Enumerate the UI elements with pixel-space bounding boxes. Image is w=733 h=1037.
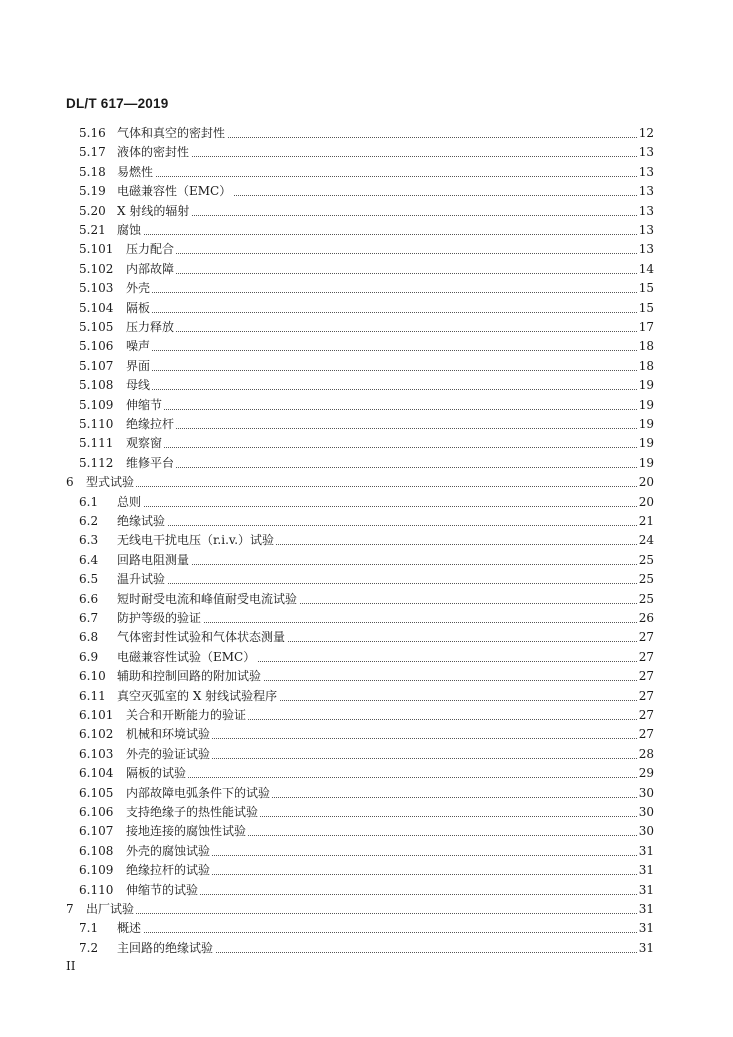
toc-entry[interactable] <box>0 376 733 395</box>
dot-leader <box>126 427 639 429</box>
toc-entry-page: 13 <box>638 143 654 162</box>
dot-leader <box>126 446 639 448</box>
toc-entry-title: 气体和真空的密封性 <box>117 124 227 143</box>
toc-entry-number: 6.103 <box>79 746 114 761</box>
dot-leader <box>126 252 639 254</box>
toc-entry-number: 5.20 <box>79 203 106 218</box>
toc-entry-title: 隔板 <box>126 299 152 318</box>
toc-entry-title: 总则 <box>117 493 143 512</box>
toc-entry-number: 5.18 <box>79 164 106 179</box>
dot-leader <box>126 291 639 293</box>
toc-entry[interactable] <box>0 881 733 900</box>
toc-entry-number: 5.16 <box>79 126 106 140</box>
toc-entry-page: 25 <box>638 551 654 570</box>
toc-entry-title: 绝缘拉杆的试验 <box>126 861 212 880</box>
toc-entry-number: 6.9 <box>79 649 99 664</box>
dot-leader <box>86 485 639 487</box>
toc-entry-number: 5.109 <box>79 397 114 412</box>
toc-entry[interactable] <box>0 764 733 783</box>
toc-entry-page: 28 <box>638 745 654 764</box>
toc-entry-page: 19 <box>638 396 654 415</box>
toc-entry[interactable] <box>0 182 733 201</box>
toc-entry-page: 17 <box>638 318 654 337</box>
toc-entry-title: 隔板的试验 <box>126 764 188 783</box>
toc-entry-number: 6.107 <box>79 824 114 839</box>
toc-entry-page: 14 <box>638 260 654 279</box>
toc-entry-number: 6.1 <box>79 494 99 509</box>
toc-entry-number: 5.110 <box>79 417 114 431</box>
dot-leader <box>126 272 639 274</box>
toc-entry[interactable] <box>0 861 733 880</box>
toc-entry[interactable] <box>0 570 733 589</box>
toc-entry-title: 绝缘拉杆 <box>126 415 176 434</box>
dot-leader <box>117 175 639 177</box>
toc-entry-title: 关合和开断能力的验证 <box>126 706 248 725</box>
dot-leader <box>117 524 639 526</box>
toc-entry[interactable] <box>0 842 733 861</box>
dot-leader <box>126 349 639 351</box>
toc-entry-page: 27 <box>638 667 654 686</box>
toc-entry-page: 25 <box>638 570 654 589</box>
toc-entry-number: 5.19 <box>79 184 106 199</box>
toc-entry-title: 液体的密封性 <box>117 143 191 162</box>
toc-entry[interactable] <box>0 473 733 492</box>
toc-entry-title: 噪声 <box>126 337 152 356</box>
toc-entry-number: 6.102 <box>79 727 114 742</box>
toc-entry-page: 27 <box>638 706 654 725</box>
toc-entry-number: 5.107 <box>79 358 114 373</box>
toc-entry-number: 7.2 <box>79 940 99 955</box>
dot-leader <box>126 330 639 332</box>
toc-entry-page: 30 <box>638 803 654 822</box>
toc-entry-title: 机械和环境试验 <box>126 725 212 744</box>
toc-entry-title: 出厂试验 <box>86 900 136 919</box>
toc-entry-title: 主回路的绝缘试验 <box>117 939 215 958</box>
toc-entry-number: 6.109 <box>79 863 114 878</box>
toc-entry[interactable] <box>0 531 733 550</box>
toc-entry-number: 6.4 <box>79 552 99 567</box>
toc-entry-title: 接地连接的腐蚀性试验 <box>126 822 248 841</box>
toc-entry-page: 13 <box>638 240 654 259</box>
dot-leader <box>126 388 639 390</box>
toc-entry-number: 6.7 <box>79 611 99 625</box>
dot-leader <box>126 893 639 895</box>
toc-entry-page: 27 <box>638 725 654 744</box>
toc-entry-number: 6.8 <box>79 630 99 645</box>
toc-entry-page: 25 <box>638 590 654 609</box>
toc-entry-number: 6.10 <box>79 669 106 684</box>
toc-entry[interactable] <box>0 822 733 841</box>
toc-entry-title: 防护等级的验证 <box>117 609 203 628</box>
toc-entry-title: 气体密封性试验和气体状态测量 <box>117 628 287 647</box>
dot-leader <box>126 369 639 371</box>
toc-entry[interactable] <box>0 299 733 318</box>
document-id: DL/T 617—2019 <box>66 96 169 111</box>
toc-entry[interactable] <box>0 396 733 415</box>
toc-entry-number: 6.104 <box>79 766 114 781</box>
toc-entry-number: 5.108 <box>79 378 114 393</box>
toc-entry[interactable] <box>0 434 733 453</box>
toc-entry-page: 13 <box>638 202 654 221</box>
toc-entry-title: 外壳的腐蚀试验 <box>126 842 212 861</box>
dot-leader <box>117 563 639 565</box>
toc-entry[interactable] <box>0 202 733 221</box>
toc-entry[interactable] <box>0 357 733 376</box>
toc-entry-title: 型式试验 <box>86 473 136 492</box>
toc-entry-page: 26 <box>638 609 654 628</box>
toc-entry-page: 13 <box>638 182 654 201</box>
toc-entry-page: 27 <box>638 628 654 647</box>
page-number: II <box>66 959 76 973</box>
dot-leader <box>126 408 639 410</box>
toc-entry-title: 母线 <box>126 376 152 395</box>
dot-leader <box>117 582 639 584</box>
toc-entry[interactable] <box>0 260 733 279</box>
toc-entry[interactable] <box>0 609 733 628</box>
toc-entry-number: 6 <box>66 475 74 490</box>
toc-entry-page: 20 <box>638 493 654 512</box>
toc-entry-title: 外壳的验证试验 <box>126 745 212 764</box>
toc-entry-page: 19 <box>638 376 654 395</box>
toc-entry-title: 外壳 <box>126 279 152 298</box>
toc-entry-number: 6.105 <box>79 785 114 800</box>
toc-entry-number: 6.5 <box>79 572 99 587</box>
toc-entry-title: X 射线的辐射 <box>117 202 191 221</box>
toc-entry-title: 伸缩节的试验 <box>126 881 200 900</box>
toc-entry-title: 压力释放 <box>126 318 176 337</box>
toc-entry-title: 短时耐受电流和峰值耐受电流试验 <box>117 590 299 609</box>
dot-leader <box>117 931 639 933</box>
toc-entry-number: 5.104 <box>79 300 114 315</box>
toc-entry-page: 24 <box>638 531 654 550</box>
toc-entry-number: 6.106 <box>79 805 114 819</box>
toc-entry-page: 15 <box>638 279 654 298</box>
toc-entry[interactable] <box>0 454 733 473</box>
toc-entry-number: 6.110 <box>79 882 114 897</box>
toc-entry-number: 6.2 <box>79 514 99 528</box>
toc-entry-title: 界面 <box>126 357 152 376</box>
toc-entry-title: 压力配合 <box>126 240 176 259</box>
toc-entry-title: 腐蚀 <box>117 221 143 240</box>
toc-entry[interactable] <box>0 590 733 609</box>
toc-entry-title: 内部故障 <box>126 260 176 279</box>
toc-entry[interactable] <box>0 628 733 647</box>
toc-entry-page: 19 <box>638 454 654 473</box>
toc-entry[interactable] <box>0 124 733 143</box>
dot-leader <box>126 776 639 778</box>
toc-entry[interactable] <box>0 221 733 240</box>
toc-entry[interactable] <box>0 318 733 337</box>
toc-entry[interactable] <box>0 279 733 298</box>
toc-entry[interactable] <box>0 725 733 744</box>
toc-entry-title: 无线电干扰电压（r.i.v.）试验 <box>117 531 276 550</box>
toc-entry[interactable] <box>0 415 733 434</box>
toc-entry-number: 7.1 <box>79 921 99 936</box>
toc-entry-title: 绝缘试验 <box>117 512 167 531</box>
toc-entry-page: 31 <box>638 881 654 900</box>
dot-leader <box>117 233 639 235</box>
dot-leader <box>117 155 639 157</box>
toc-entry-title: 辅助和控制回路的附加试验 <box>117 667 263 686</box>
toc-entry-title: 维修平台 <box>126 454 176 473</box>
toc-entry-page: 27 <box>638 648 654 667</box>
toc-entry-number: 7 <box>66 902 74 916</box>
toc-entry-number: 5.21 <box>79 223 106 237</box>
toc-entry-number: 6.108 <box>79 843 114 858</box>
toc-entry-title: 内部故障电弧条件下的试验 <box>126 784 272 803</box>
toc-entry-page: 29 <box>638 764 654 783</box>
toc-entry[interactable] <box>0 803 733 822</box>
toc-entry[interactable] <box>0 784 733 803</box>
toc-entry[interactable] <box>0 163 733 182</box>
toc-entry-title: 伸缩节 <box>126 396 164 415</box>
toc-entry[interactable] <box>0 240 733 259</box>
toc-entry-page: 21 <box>638 512 654 531</box>
toc-entry-number: 5.112 <box>79 455 114 470</box>
toc-entry-title: 观察窗 <box>126 434 164 453</box>
toc-entry[interactable] <box>0 919 733 938</box>
toc-entry[interactable] <box>0 900 733 919</box>
toc-entry-number: 6.101 <box>79 708 114 722</box>
dot-leader <box>86 912 639 914</box>
toc-entry-page: 31 <box>638 900 654 919</box>
toc-entry-title: 电磁兼容性试验（EMC） <box>117 648 257 667</box>
toc-entry[interactable] <box>0 143 733 162</box>
dot-leader <box>126 466 639 468</box>
dot-leader <box>117 214 639 216</box>
toc-entry-number: 5.102 <box>79 261 114 276</box>
toc-entry-title: 回路电阻测量 <box>117 551 191 570</box>
dot-leader <box>126 311 639 313</box>
toc-entry[interactable] <box>0 667 733 686</box>
toc-entry-page: 18 <box>638 337 654 356</box>
toc-entry-title: 易燃性 <box>117 163 155 182</box>
toc-entry[interactable] <box>0 551 733 570</box>
toc-entry-page: 13 <box>638 163 654 182</box>
toc-entry-page: 19 <box>638 415 654 434</box>
toc-entry-title: 温升试验 <box>117 570 167 589</box>
toc-entry-page: 18 <box>638 357 654 376</box>
toc-entry-number: 5.106 <box>79 339 114 354</box>
toc-entry-number: 6.6 <box>79 591 99 606</box>
toc-entry-number: 6.11 <box>79 688 106 703</box>
toc-entry-page: 12 <box>638 124 654 143</box>
toc-entry-number: 5.105 <box>79 320 114 334</box>
dot-leader <box>117 505 639 507</box>
toc-entry-page: 15 <box>638 299 654 318</box>
toc-entry-page: 31 <box>638 919 654 938</box>
toc-entry-page: 30 <box>638 822 654 841</box>
toc-entry-title: 电磁兼容性（EMC） <box>117 182 233 201</box>
toc-entry[interactable] <box>0 648 733 667</box>
toc-entry-page: 13 <box>638 221 654 240</box>
toc-entry-page: 31 <box>638 842 654 861</box>
toc-entry[interactable] <box>0 493 733 512</box>
toc-entry[interactable] <box>0 745 733 764</box>
toc-entry-number: 5.17 <box>79 145 106 160</box>
toc-entry-title: 支持绝缘子的热性能试验 <box>126 803 260 822</box>
toc-entry-page: 31 <box>638 939 654 958</box>
toc-entry-page: 19 <box>638 434 654 453</box>
toc-entry[interactable] <box>0 512 733 531</box>
toc-entry[interactable] <box>0 706 733 725</box>
toc-entry[interactable] <box>0 337 733 356</box>
toc-entry-number: 6.3 <box>79 533 99 548</box>
toc-entry-page: 20 <box>638 473 654 492</box>
toc-entry-number: 5.101 <box>79 242 114 257</box>
toc-entry[interactable] <box>0 687 733 706</box>
toc-entry-page: 30 <box>638 784 654 803</box>
toc-entry-page: 27 <box>638 687 654 706</box>
toc-entry-page: 31 <box>638 861 654 880</box>
toc-entry-title: 真空灭弧室的 X 射线试验程序 <box>117 687 279 706</box>
toc-entry[interactable] <box>0 939 733 958</box>
toc-entry-number: 5.111 <box>79 436 114 451</box>
toc-entry-number: 5.103 <box>79 281 114 296</box>
toc-entry-title: 概述 <box>117 919 143 938</box>
